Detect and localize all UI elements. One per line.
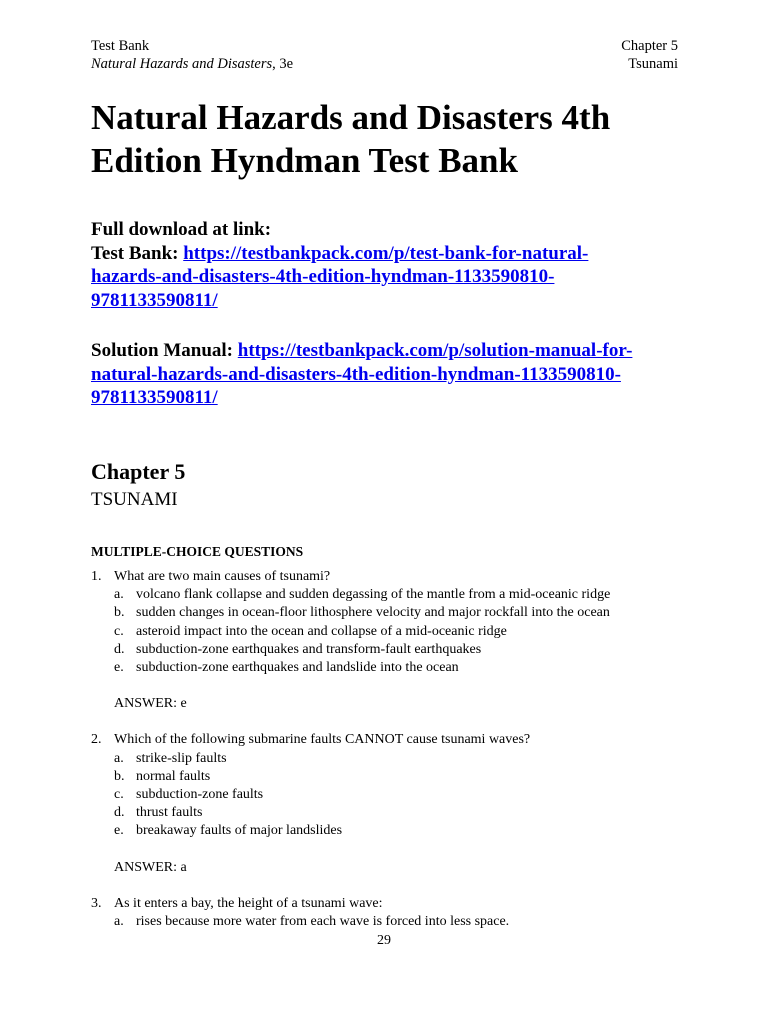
option-text: strike-slip faults (136, 750, 227, 766)
title-line-1: Natural Hazards and Disasters 4th (91, 98, 611, 137)
test-bank-link-part-3[interactable]: 9781133590811/ (91, 289, 218, 311)
question-stem (91, 731, 691, 749)
chapter-title: Chapter 5 (91, 459, 186, 484)
option-letter: a. (114, 914, 124, 930)
answer-line: ANSWER: a (114, 859, 187, 875)
solution-label: Solution Manual: (91, 340, 238, 361)
header-left (91, 37, 293, 73)
solution-link-part-3[interactable]: 9781133590811/ (91, 387, 218, 408)
option-letter: d. (114, 805, 125, 821)
test-bank-link-part-1[interactable]: https://testbankpack.com/p/test-bank-for-natural- (183, 242, 589, 264)
option-list (91, 750, 691, 841)
solution-section (91, 339, 691, 410)
option-letter: e. (114, 823, 124, 839)
option-item (114, 604, 691, 622)
option-letter: c. (114, 787, 124, 803)
option-text: rises because more water from each wave is forced into less space. (136, 914, 510, 930)
question-1 (91, 568, 691, 713)
option-list (91, 913, 691, 931)
option-item (114, 750, 691, 768)
option-letter: e. (114, 660, 124, 676)
page-header (91, 37, 678, 73)
question-number: 3. (91, 895, 102, 911)
option-text: breakaway faults of major landslides (136, 823, 343, 839)
header-book-title (91, 55, 293, 73)
option-item (114, 768, 691, 786)
option-item (114, 804, 691, 822)
test-bank-line (91, 242, 691, 266)
solution-link-part-2[interactable]: natural-hazards-and-disasters-4th-edition-hyndman-1133590810- (91, 363, 621, 385)
header-edition: , 3e (272, 56, 294, 72)
option-item (114, 913, 691, 931)
download-section (91, 218, 691, 312)
option-text: thrust faults (136, 805, 203, 821)
question-number: 2. (91, 732, 102, 748)
question-3 (91, 895, 691, 931)
solution-link-part-1[interactable]: https://testbankpack.com/p/solution-manual-for- (237, 340, 633, 361)
header-right (621, 37, 678, 73)
answer-line: ANSWER: e (114, 696, 187, 712)
page-number: 29 (377, 933, 391, 948)
option-item (114, 786, 691, 804)
option-item (114, 623, 691, 641)
option-text: asteroid impact into the ocean and collapse of a mid-oceanic ridge (136, 623, 507, 639)
question-text: As it enters a bay, the height of a tsunami wave: (114, 895, 383, 911)
header-test-bank: Test Bank (91, 38, 150, 54)
question-number: 1. (91, 569, 102, 584)
option-letter: b. (114, 768, 125, 784)
option-item (114, 659, 691, 677)
question-text: What are two main causes of tsunami? (114, 569, 331, 584)
header-book-name: Natural Hazards and Disasters (91, 56, 273, 72)
option-item (114, 641, 691, 659)
section-heading: MULTIPLE-CHOICE QUESTIONS (91, 544, 304, 559)
document-title (91, 96, 691, 182)
option-text: subduction-zone faults (136, 787, 264, 803)
option-letter: a. (114, 587, 124, 603)
option-letter: a. (114, 750, 124, 766)
option-letter: b. (114, 605, 125, 621)
option-item (114, 822, 691, 840)
title-line-2: Edition Hyndman Test Bank (91, 141, 518, 180)
question-stem (91, 895, 691, 913)
option-text: volcano flank collapse and sudden degassing of the mantle from a mid-oceanic ridge (136, 587, 611, 603)
option-text: subduction-zone earthquakes and landslide into the ocean (136, 660, 459, 676)
question-2 (91, 731, 691, 876)
option-letter: d. (114, 641, 125, 657)
chapter-subtitle: TSUNAMI (91, 489, 178, 510)
question-stem (91, 568, 691, 586)
test-bank-label: Test Bank: (91, 242, 184, 264)
option-text: subduction-zone earthquakes and transform-fault earthquakes (136, 641, 482, 657)
option-letter: c. (114, 623, 124, 639)
question-list (91, 568, 691, 949)
solution-line (91, 339, 691, 363)
test-bank-link-part-2[interactable]: hazards-and-disasters-4th-edition-hyndman-1133590810- (91, 266, 555, 287)
header-topic: Tsunami (628, 56, 678, 72)
option-text: normal faults (136, 768, 211, 784)
header-chapter: Chapter 5 (621, 38, 678, 54)
question-text: Which of the following submarine faults CANNOT cause tsunami waves? (114, 732, 531, 748)
option-item (114, 586, 691, 604)
option-list (91, 586, 691, 677)
download-heading: Full download at link: (91, 219, 272, 240)
option-text: sudden changes in ocean-floor lithosphere velocity and major rockfall into the ocean (136, 605, 610, 621)
